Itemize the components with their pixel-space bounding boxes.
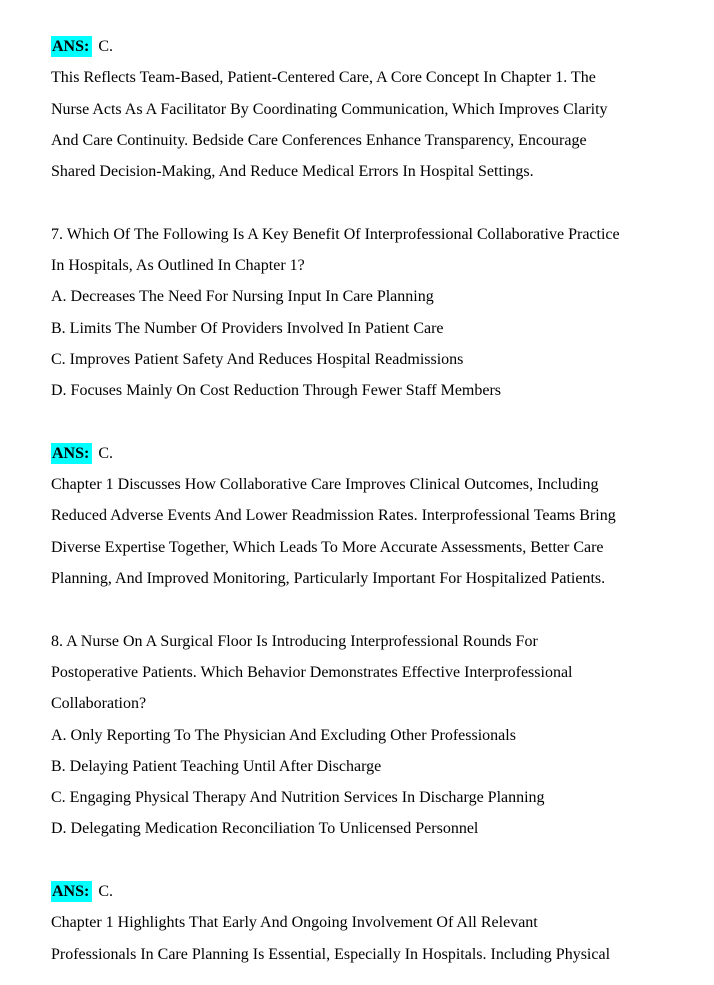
answer-explanation-line: Reduced Adverse Events And Lower Readmission Rates. Interprofessional Teams Bring: [51, 507, 616, 525]
option-line-b: B. Delaying Patient Teaching Until After Discharge: [51, 757, 382, 775]
answer-explanation-line: Chapter 1 Discusses How Collaborative Care Improves Clinical Outcomes, Including: [51, 476, 599, 494]
answer-choice: C.: [98, 883, 114, 901]
answer-block-q6: [51, 31, 696, 187]
question-stem-line: Postoperative Patients. Which Behavior Demonstrates Effective Interprofessional: [51, 663, 573, 681]
answer-explanation-line: Diverse Expertise Together, Which Leads To More Accurate Assessments, Better Care: [51, 538, 604, 556]
answer-explanation-line: Nurse Acts As A Facilitator By Coordinating Communication, Which Improves Clarity: [51, 100, 608, 118]
answer-line: [51, 31, 696, 62]
blank-line: [51, 187, 696, 218]
question-stem-line: 8. A Nurse On A Surgical Floor Is Introducing Interprofessional Rounds For: [51, 632, 538, 650]
answer-label-highlight: ANS:: [51, 36, 92, 57]
answer-line: [51, 438, 696, 469]
blank-line: [51, 407, 696, 438]
question-stem-line: Collaboration?: [51, 695, 147, 713]
answer-explanation-line: This Reflects Team-Based, Patient-Centered Care, A Core Concept In Chapter 1. The: [51, 69, 596, 87]
option-line-d: D. Focuses Mainly On Cost Reduction Through Fewer Staff Members: [51, 382, 502, 400]
question-stem-line: In Hospitals, As Outlined In Chapter 1?: [51, 257, 305, 275]
option-line-d: D. Delegating Medication Reconciliation To Unlicensed Personnel: [51, 820, 479, 838]
option-line-a: A. Only Reporting To The Physician And Excluding Other Professionals: [51, 726, 516, 744]
question-block-7: [51, 219, 696, 407]
option-line-c: C. Improves Patient Safety And Reduces Hospital Readmissions: [51, 350, 464, 368]
answer-explanation-line: Planning, And Improved Monitoring, Particularly Important For Hospitalized Patients.: [51, 570, 606, 588]
answer-label-highlight: ANS:: [51, 443, 92, 464]
question-block-8: [51, 626, 696, 845]
blank-line: [51, 594, 696, 625]
answer-explanation-line: And Care Continuity. Bedside Care Conferences Enhance Transparency, Encourage: [51, 131, 587, 149]
question-stem-line: 7. Which Of The Following Is A Key Benefit Of Interprofessional Collaborative Practice: [51, 225, 620, 243]
answer-explanation-line: Professionals In Care Planning Is Essential, Especially In Hospitals. Including Physical: [51, 945, 611, 963]
option-line-a: A. Decreases The Need For Nursing Input In Care Planning: [51, 288, 434, 306]
answer-line: [51, 876, 696, 907]
answer-block-q8: [51, 876, 696, 970]
answer-choice: C.: [98, 444, 114, 462]
answer-explanation-line: Shared Decision-Making, And Reduce Medical Errors In Hospital Settings.: [51, 163, 534, 181]
option-line-b: B. Limits The Number Of Providers Involved In Patient Care: [51, 319, 444, 337]
answer-label-highlight: ANS:: [51, 881, 92, 902]
answer-block-q7: [51, 438, 696, 594]
option-line-c: C. Engaging Physical Therapy And Nutrition Services In Discharge Planning: [51, 789, 545, 807]
answer-choice: C.: [98, 38, 114, 55]
blank-line: [51, 845, 696, 876]
answer-explanation-line: Chapter 1 Highlights That Early And Ongoing Involvement Of All Relevant: [51, 914, 538, 932]
